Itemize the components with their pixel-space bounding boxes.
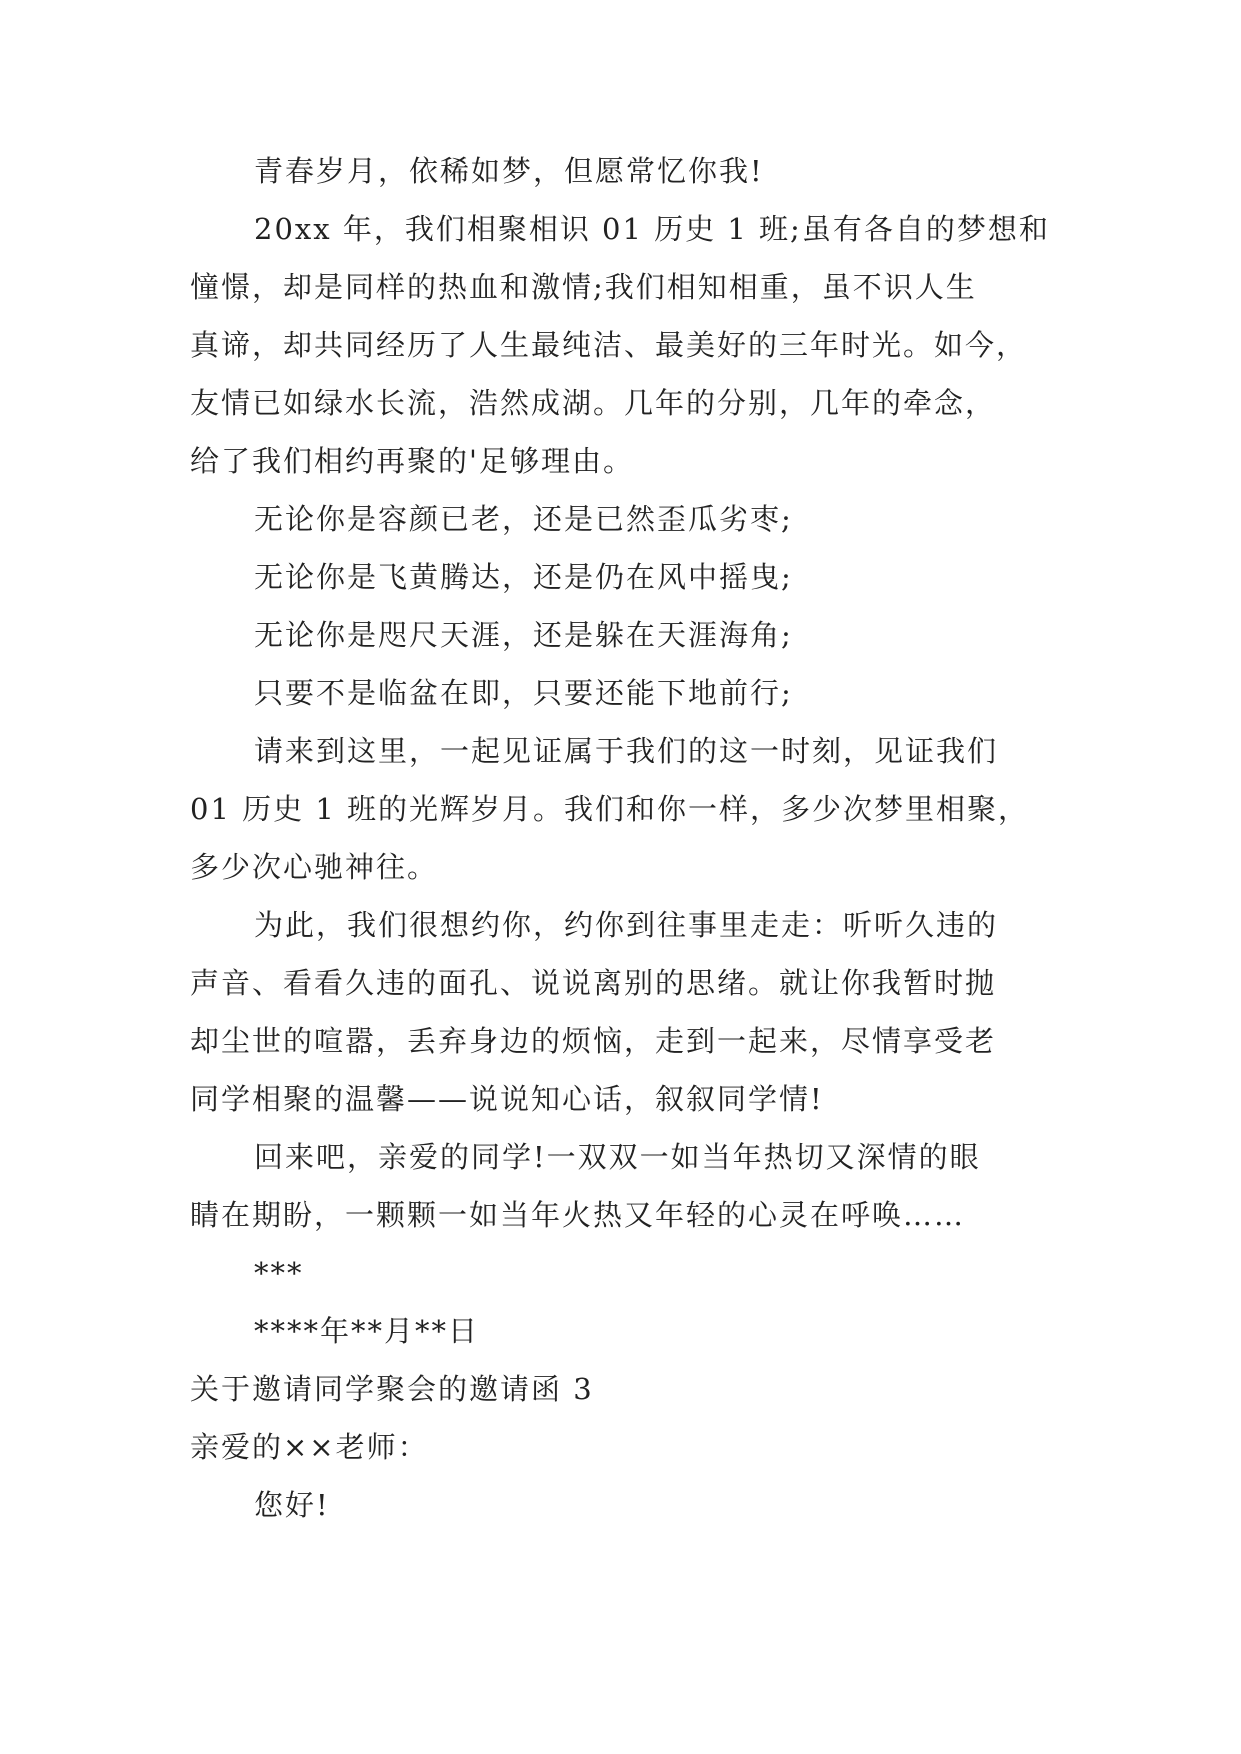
section-title: 关于邀请同学聚会的邀请函 3	[190, 1372, 594, 1406]
greeting: 您好!	[254, 1488, 330, 1522]
text-line: 无论你是咫尺天涯，还是躲在天涯海角;	[254, 618, 793, 652]
signature: ***	[254, 1256, 304, 1290]
text-line: 回来吧，亲爱的同学!一双双一如当年热切又深情的眼	[254, 1140, 981, 1174]
text-line: 只要不是临盆在即，只要还能下地前行;	[254, 676, 793, 710]
text-line: 真谛，却共同经历了人生最纯洁、最美好的三年时光。如今，	[190, 328, 1028, 362]
text-line: 青春岁月，依稀如梦，但愿常忆你我!	[254, 154, 764, 188]
text-line: 请来到这里，一起见证属于我们的这一时刻，见证我们	[254, 734, 999, 768]
text-line: 给了我们相约再聚的'足够理由。	[190, 444, 634, 478]
text-line: 同学相聚的温馨——说说知心话，叙叙同学情!	[190, 1082, 824, 1116]
text-line: 多少次心驰神往。	[190, 850, 439, 884]
salutation: 亲爱的××老师：	[190, 1430, 429, 1464]
text-line: 睛在期盼，一颗颗一如当年火热又年轻的心灵在呼唤……	[190, 1198, 966, 1232]
text-line: 却尘世的喧嚣，丢弃身边的烦恼，走到一起来，尽情享受老	[190, 1024, 997, 1058]
text-line: 为此，我们很想约你，约你到往事里走走：听听久违的	[254, 908, 999, 942]
text-line: 憧憬，却是同样的热血和激情;我们相知相重，虽不识人生	[190, 270, 977, 304]
text-line: 声音、看看久违的面孔、说说离别的思绪。就让你我暂时抛	[190, 966, 997, 1000]
date-line: ****年**月**日	[254, 1314, 480, 1348]
text-line: 20xx 年，我们相聚相识 01 历史 1 班;虽有各自的梦想和	[254, 212, 1050, 246]
text-line: 友情已如绿水长流，浩然成湖。几年的分别，几年的牵念，	[190, 386, 997, 420]
text-line: 无论你是飞黄腾达，还是仍在风中摇曳;	[254, 560, 793, 594]
text-line: 01 历史 1 班的光辉岁月。我们和你一样，多少次梦里相聚，	[190, 792, 1030, 826]
text-line: 无论你是容颜已老，还是已然歪瓜劣枣;	[254, 502, 793, 536]
